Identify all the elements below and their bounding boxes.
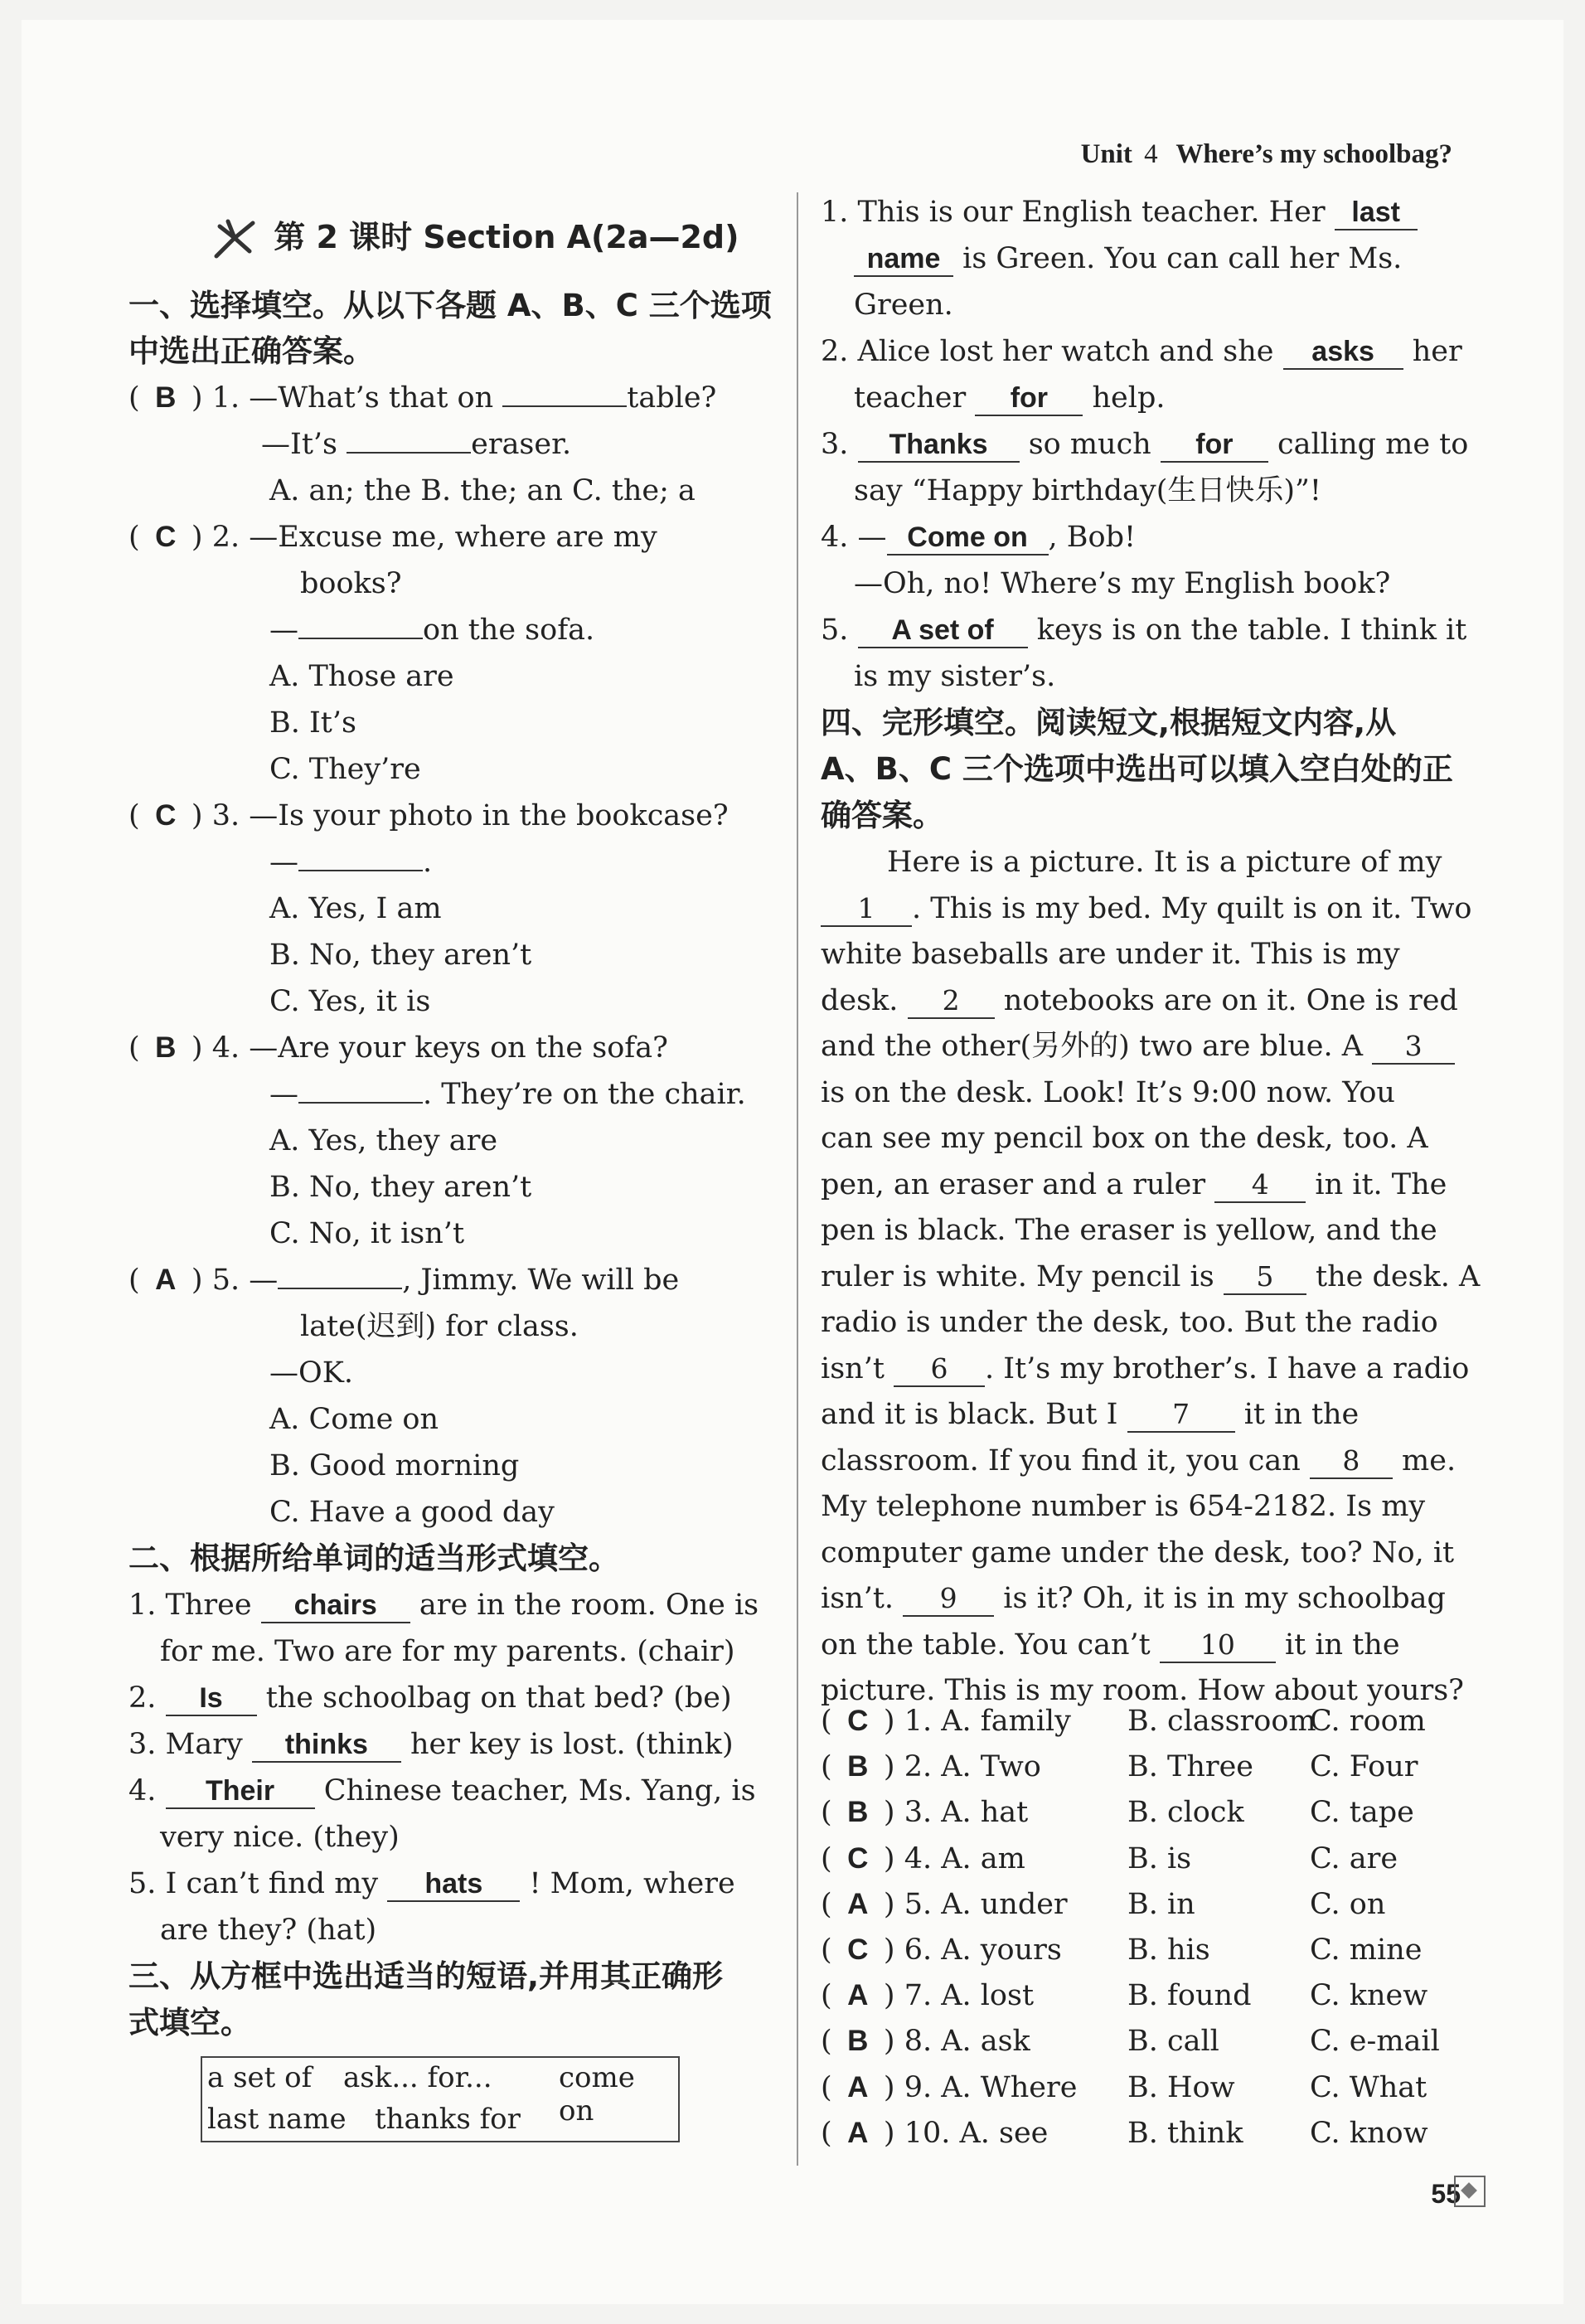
s2-q5-line1 [128,1864,735,1904]
section4-heading-3: 确答案。 [821,798,943,833]
option-c: C. knew [1310,1979,1428,2013]
cloze-question-row: ( A ) 10. A. see [821,2113,1048,2153]
passage-line [821,1441,1456,1481]
option-a: 2. A. Two [904,1750,1041,1784]
option-a: 3. A. hat [904,1796,1029,1830]
s1-q1-text: 1. —What’s that on [211,381,494,415]
passage-text: can see my pencil box on the desk, too. A [821,1122,1428,1155]
section3-heading-2: 式填空。 [128,2005,251,2040]
cloze-question-row: ( C ) 1. A. family [821,1701,1071,1741]
s1-q2-line1: ( C ) 2. —Excuse me, where are my [128,517,657,557]
passage-text: . This is my bed. My quilt is on it. Two [912,891,1472,925]
s3-q1-answer-1: last [1335,196,1418,230]
s1-q3-line1: ( C ) 3. —Is your photo in the bookcase? [128,796,729,836]
s1-q5-end: , Jimmy. We will be [402,1264,680,1297]
s1-q4-line1: ( B ) 4. —Are your keys on the sofa? [128,1028,668,1068]
s3-q5-line1 [821,610,1466,650]
s3-q1-text: 1. This is our English teacher. Her [821,196,1326,229]
passage-line [821,1487,1425,1526]
option-c: C. mine [1310,1933,1423,1967]
s1-q5-answer: A [155,1264,177,1296]
option-b: B. classroom [1127,1705,1316,1738]
passage-text: white baseballs are under it. This is my [821,938,1400,971]
passage-line [887,842,1442,882]
cloze-option-c [1310,1747,1418,1787]
passage-text: is on the desk. Look! It’s 9:00 now. You [821,1075,1395,1109]
s3-q3-start: 3. [821,428,849,461]
s2-q1-start: 1. Three [128,1589,252,1622]
s1-q1-text-end: table? [627,381,717,415]
passage-text: it in the [1284,1628,1400,1662]
passage-text: desk. [821,983,899,1017]
option-a: 6. A. yours [904,1933,1062,1967]
option-b: B. found [1127,1979,1252,2013]
cloze-blank-10: 10 [1160,1628,1276,1663]
cloze-answer: A [847,2116,869,2149]
s2-q2-answer: Is [166,1681,257,1716]
s3-q2-line2 [854,378,1166,418]
s3-q2-answer-2: for [975,381,1083,416]
unit-header [1081,139,1452,170]
cloze-question-row: ( C ) 4. A. am [821,1839,1025,1879]
phrase-come-on: come on [559,2061,635,2128]
cloze-answer: C [847,1933,869,1966]
phrase-box [201,2056,680,2142]
s1-q3-text: 3. —Is your photo in the bookcase? [211,799,729,832]
option-b: B. his [1127,1933,1210,1967]
s1-q2-text: 2. —Excuse me, where are my [211,521,657,554]
option-a: 10. A. see [904,2116,1049,2150]
s1-q4-opt-c: C. No, it isn’t [269,1217,465,1250]
passage-text: . It’s my brother’s. I have a radio [985,1351,1470,1385]
s1-q5-opt-a: A. Come on [269,1403,439,1436]
s3-q4-answer: Come on [887,521,1049,556]
s1-q3-opt-c: C. Yes, it is [269,985,431,1018]
lesson-title [211,211,739,261]
cloze-option-b [1127,1976,1252,2016]
s2-q5-answer: hats [387,1867,520,1902]
cloze-option-b [1127,2068,1235,2108]
option-b: B. is [1127,1841,1192,1875]
s1-q2-line2: books? [300,567,402,600]
passage-text: is it? Oh, it is in my schoolbag [1003,1582,1446,1615]
s2-q4-line1 [128,1771,756,1811]
passage-text: Here is a picture. It is a picture of my [887,846,1442,879]
option-c: C. know [1310,2116,1428,2150]
option-a: 8. A. ask [904,2025,1030,2059]
s2-q4-answer: Their [166,1774,315,1809]
option-b: B. in [1127,1887,1195,1921]
s2-q3-line [128,1725,734,1764]
option-a: 5. A. under [904,1887,1068,1921]
cloze-option-c [1310,2068,1427,2108]
s2-q1-end: are in the room. One is [419,1589,759,1622]
leaf-icon [211,218,258,261]
s1-q1-line2 [261,425,571,464]
cloze-question-row: ( A ) 5. A. under [821,1885,1068,1924]
s1-q3-answer: C [155,799,177,832]
passage-text: it in the [1243,1398,1360,1431]
cloze-blank-6: 6 [894,1352,985,1387]
passage-text: the desk. A [1316,1259,1481,1293]
s3-q2-line1-end: her [1412,335,1462,368]
s3-q4-end: , Bob! [1048,521,1137,554]
passage-line [821,1579,1446,1618]
s3-q5-answer: A set of [858,614,1028,648]
section1-heading-2: 中选出正确答案。 [128,333,374,369]
cloze-blank-9: 9 [903,1582,994,1617]
s3-q2-answer-1: asks [1283,335,1403,370]
s3-q1-line3: Green. [854,289,953,322]
lesson-title-text: 第 2 课时 Section A(2a—2d) [274,219,739,255]
option-c: C. on [1310,1887,1386,1921]
s1-q1-line2-end: eraser. [471,428,572,461]
s1-q5-blank [278,1288,402,1289]
s1-q4-answer: B [155,1031,177,1064]
cloze-answer: B [847,1750,869,1783]
passage-text: me. [1402,1443,1457,1477]
cloze-blank-4: 4 [1214,1168,1306,1203]
section4-heading-2: A、B、C 三个选项中选出可以填入空白处的正 [821,751,1453,787]
s2-q5-start: 5. I can’t find my [128,1867,379,1900]
unit-label: Unit [1080,139,1132,169]
option-c: C. tape [1310,1796,1414,1830]
s3-q3-end: calling me to [1277,428,1469,461]
s1-q1-line2-text: —It’s [261,428,337,461]
page-diamond-icon [1454,2176,1486,2207]
passage-line [821,934,1400,974]
passage-text: in it. The [1315,1167,1447,1201]
passage-line [821,1257,1480,1297]
s3-q3-answer-2: for [1161,428,1268,463]
passage-text: notebooks are on it. One is red [1003,983,1458,1017]
s2-q3-end: her key is lost. (think) [410,1728,734,1761]
passage-text: computer game under the desk, too? No, it [821,1536,1455,1570]
cloze-option-b [1127,1793,1244,1832]
cloze-option-c [1310,2113,1428,2153]
s3-q3-line2: say “Happy birthday(生日快乐)”! [854,474,1321,507]
s1-q3-opt-a: A. Yes, I am [269,892,442,925]
s1-q2-opt-b: B. It’s [269,706,356,740]
cloze-question-row: ( B ) 3. A. hat [821,1793,1028,1832]
phrase-a-set-of: a set of [207,2061,313,2094]
cloze-answer: B [847,2025,869,2058]
s3-q5-line2: is my sister’s. [854,660,1056,693]
passage-text: on the table. You can’t [821,1628,1151,1662]
cloze-option-b [1127,1701,1316,1741]
page-number: 55 [1431,2179,1461,2209]
phrase-thanks-for: thanks for [375,2103,521,2136]
s3-q1-answer-2: name [854,242,953,277]
phrase-ask-for: ask... for... [343,2061,492,2094]
s1-q5-opt-c: C. Have a good day [269,1496,555,1529]
option-a: 1. A. family [904,1705,1071,1738]
s1-q4-text: 4. —Are your keys on the sofa? [211,1031,668,1065]
s1-q2-line3-end: on the sofa. [423,614,595,647]
passage-text: ruler is white. My pencil is [821,1259,1214,1293]
s1-q2-opt-a: A. Those are [269,660,454,693]
passage-line [821,1625,1400,1665]
cloze-option-b [1127,1839,1191,1879]
option-b: B. call [1127,2025,1219,2059]
s3-q2-line1 [821,332,1462,371]
passage-text: classroom. If you find it, you can [821,1443,1301,1477]
s2-q4-start: 4. [128,1774,157,1807]
passage-text: radio is under the desk, too. But the radio [821,1306,1438,1339]
column-divider [797,192,798,2166]
s1-q5-line3: —OK. [269,1356,353,1390]
s1-q1-line1: ( B ) 1. —What’s that on table? [128,378,716,418]
s1-q5-start: 5. — [211,1264,279,1297]
option-b: B. think [1127,2116,1243,2150]
s3-q5-start: 5. [821,614,849,647]
option-b: B. Three [1127,1750,1254,1784]
s1-q4-line2: — . They’re on the chair. [269,1078,746,1111]
passage-text: picture. This is my room. How about yours? [821,1674,1464,1707]
passage-line [821,889,1471,929]
passage-line [821,1303,1438,1342]
cloze-option-c [1310,1976,1427,2016]
option-a: 9. A. Where [904,2070,1078,2104]
section3-heading-1: 三、从方框中选出适当的短语,并用其正确形 [128,1958,724,1994]
cloze-answer: A [847,1979,869,2012]
s1-q3-opt-b: B. No, they aren’t [269,939,532,972]
option-c: C. What [1310,2070,1427,2104]
s2-q3-answer: thinks [252,1728,401,1763]
s3-q3-answer-1: Thanks [858,428,1020,463]
cloze-option-b [1127,1885,1195,1924]
cloze-blank-1: 1 [821,892,912,927]
passage-text: pen is black. The eraser is yellow, and the [821,1214,1437,1247]
s2-q4-end: Chinese teacher, Ms. Yang, is [323,1774,756,1807]
option-b: B. How [1127,2070,1235,2104]
s3-q1-line2 [854,239,1402,279]
cloze-blank-5: 5 [1224,1260,1306,1295]
passage-line [821,1211,1437,1250]
option-b: B. clock [1127,1796,1244,1830]
option-a: 7. A. lost [904,1979,1035,2013]
s2-q1-answer: chairs [261,1589,410,1623]
option-c: C. are [1310,1841,1398,1875]
s1-q1-blank-1 [502,405,627,407]
s2-q1-line2: for me. Two are for my parents. (chair) [160,1635,735,1668]
passage-line [821,1165,1447,1205]
cloze-option-c [1310,2021,1440,2061]
section1-heading-1: 一、选择填空。从以下各题 A、B、C 三个选项 [128,288,772,323]
passage-text: isn’t. [821,1582,894,1615]
s1-q4-line2-end: . They’re on the chair. [423,1078,746,1111]
s2-q2-start: 2. [128,1681,157,1715]
cloze-answer: A [847,1887,869,1920]
passage-text: and it is black. But I [821,1398,1118,1431]
cloze-blank-7: 7 [1127,1398,1235,1433]
cloze-question-row: ( C ) 6. A. yours [821,1930,1062,1970]
cloze-option-c [1310,1701,1426,1741]
cloze-question-row: ( B ) 8. A. ask [821,2021,1030,2061]
option-c: C. room [1310,1705,1426,1738]
passage-line [821,1026,1455,1066]
s1-q5-line2: late(迟到) for class. [300,1310,579,1343]
passage-text: My telephone number is 654-2182. Is my [821,1490,1426,1523]
unit-title: Where’s my schoolbag? [1175,139,1452,169]
s1-q2-opt-c: C. They’re [269,753,421,786]
passage-line [821,1533,1454,1573]
s1-q2-answer: C [155,521,177,553]
unit-number: 4 [1144,139,1158,169]
passage-line [821,1349,1469,1389]
s3-q2-line2-start: teacher [854,381,967,415]
s1-q2-line3: — on the sofa. [269,614,595,647]
s3-q3-line1 [821,425,1468,464]
s1-q4-opt-a: A. Yes, they are [269,1124,498,1157]
s2-q4-line2: very nice. (they) [160,1821,400,1854]
s3-q1-line2-end: is Green. You can call her Ms. [962,242,1403,275]
s1-q3-blank [298,870,423,871]
cloze-answer: B [847,1796,869,1829]
s1-q5-line1: ( A ) 5. — , Jimmy. We will be [128,1260,679,1300]
cloze-question-row: ( A ) 7. A. lost [821,1976,1034,2016]
s3-q4-start: 4. — [821,521,887,554]
passage-line [821,1073,1395,1113]
s3-q4-line1 [821,517,1136,557]
cloze-option-b [1127,1747,1253,1787]
passage-text: and the other(另外的) two are blue. A [821,1030,1363,1063]
s2-q5-end: ! Mom, where [529,1867,735,1900]
cloze-question-row: ( B ) 2. A. Two [821,1747,1041,1787]
passage-text: pen, an eraser and a ruler [821,1167,1206,1201]
s1-q4-opt-b: B. No, they aren’t [269,1171,532,1204]
cloze-answer: A [847,2070,869,2103]
option-c: C. Four [1310,1750,1418,1784]
cloze-question-row: ( A ) 9. A. Where [821,2068,1077,2108]
s2-q1-line1 [128,1585,759,1625]
s1-q1-blank-2 [347,452,471,454]
s1-q2-blank [298,638,423,639]
passage-line [821,1395,1359,1434]
cloze-option-c [1310,1839,1398,1879]
s3-q2-text: 2. Alice lost her watch and she [821,335,1274,368]
s2-q2-line [128,1678,732,1718]
s3-q1-line1 [821,192,1418,232]
s1-q4-blank [298,1102,423,1104]
cloze-blank-2: 2 [908,984,995,1019]
cloze-answer: C [847,1841,869,1875]
s1-q3-line2: — . [269,846,433,879]
cloze-option-b [1127,1930,1210,1970]
cloze-option-b [1127,2021,1219,2061]
cloze-blank-8: 8 [1310,1444,1393,1479]
option-a: 4. A. am [904,1841,1025,1875]
s3-q4-line2: —Oh, no! Where’s my English book? [854,567,1391,600]
s2-q5-line2: are they? (hat) [160,1914,377,1947]
passage-line [821,981,1458,1021]
s3-q3-mid: so much [1028,428,1151,461]
cloze-option-c [1310,1930,1422,1970]
option-c: C. e-mail [1310,2025,1440,2059]
passage-text: isn’t [821,1351,885,1385]
s2-q2-end: the schoolbag on that bed? (be) [265,1681,732,1715]
cloze-blank-3: 3 [1372,1030,1455,1065]
cloze-option-c [1310,1793,1414,1832]
passage-line [821,1118,1428,1158]
s2-q3-start: 3. Mary [128,1728,243,1761]
s3-q2-line2-end: help. [1092,381,1166,415]
phrase-last-name: last name [207,2103,347,2136]
cloze-answer: C [847,1705,869,1737]
cloze-option-b [1127,2113,1243,2153]
s1-q1-answer: B [155,381,177,414]
section2-heading: 二、根据所给单词的适当形式填空。 [128,1540,619,1576]
s1-q1-options: A. an; the B. the; an C. the; a [269,474,696,507]
cloze-option-c [1310,1885,1385,1924]
section4-heading-1: 四、完形填空。阅读短文,根据短文内容,从 [821,705,1397,740]
s1-q5-opt-b: B. Good morning [269,1449,520,1482]
s3-q5-end: keys is on the table. I think it [1036,614,1467,647]
